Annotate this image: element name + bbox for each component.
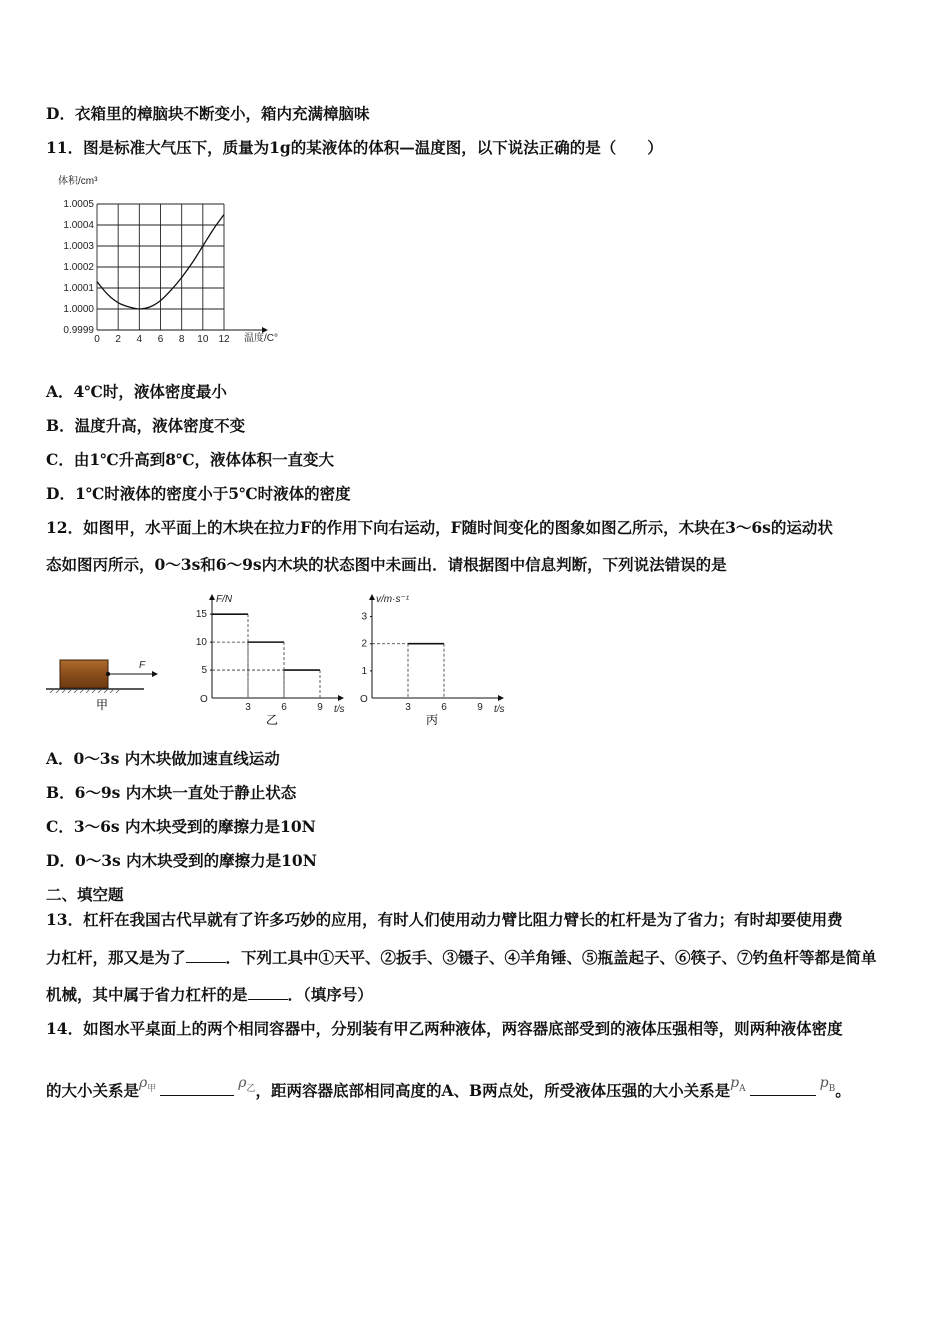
bing-x-tick-label: 3: [405, 702, 411, 713]
yi-y-arrow: [209, 594, 215, 600]
q11-x-tick-label: 10: [197, 334, 209, 345]
yi-caption: 乙: [265, 713, 279, 726]
bing-x-tick-label: 9: [477, 702, 483, 713]
pB-symbol: $p_B$: [819, 1075, 836, 1094]
q11-y-tick-label: 1.0001: [63, 283, 94, 294]
yi-x-tick-label: 3: [245, 702, 251, 713]
q14-line1: 14．如图水平桌面上的两个相同容器中，分别装有甲乙两种液体，两容器底部受到的液体压强相等，则两种液体密度: [46, 1019, 843, 1038]
q11-option-d: D．1℃时液体的密度小于5℃时液体的密度: [46, 484, 351, 503]
wooden-block: [60, 660, 108, 688]
q11-x-tick-label: 12: [218, 334, 230, 345]
q11-stem: 11．图是标准大气压下，质量为1g的某液体的体积—温度图，以下说法正确的是（ ）: [46, 138, 663, 157]
section-title: 二、填空题: [46, 885, 124, 904]
q11-option-b: B．温度升高，液体密度不变: [46, 416, 246, 435]
q11-ylabel: 体积/cm³: [58, 176, 98, 187]
q12-figure-jia: [44, 650, 184, 712]
q11-x-tick-label: 8: [178, 334, 185, 345]
force-arrowhead: [152, 671, 158, 677]
q11-option-a: A．4℃时，液体密度最小: [46, 382, 227, 401]
rho-jia-symbol: $\rho_甲$: [139, 1075, 157, 1094]
yi-x-arrow: [338, 695, 344, 701]
q12-figure-yi-force-time: [192, 588, 352, 726]
pA-symbol: $p_A$: [730, 1075, 746, 1094]
bing-x-tick-label: 6: [441, 702, 447, 713]
q11-grid: [97, 204, 224, 330]
q11-y-tick-label: 1.0005: [63, 199, 94, 210]
q11-y-tick-label: 1.0002: [63, 262, 94, 273]
q11-x-tick-label: 6: [157, 334, 164, 345]
q12-option-a: A．0～3s 内木块做加速直线运动: [46, 749, 280, 768]
yi-y-tick-label: 10: [195, 637, 207, 649]
q11-y-tick-label: 1.0000: [63, 304, 94, 315]
q11-x-tick-label: 4: [136, 334, 143, 345]
bing-ylabel: v/m·s⁻¹: [376, 594, 410, 605]
yi-ylabel: F/N: [216, 594, 233, 605]
q11-x-tick-label: 2: [115, 334, 121, 345]
q11-y-tick-label: 1.0004: [63, 220, 94, 231]
yi-x-tick-label: 9: [317, 702, 323, 713]
bing-y-tick-label: 2: [361, 638, 367, 650]
bing-y-arrow: [369, 594, 375, 600]
q12-option-b: B．6～9s 内木块一直处于静止状态: [46, 783, 297, 802]
q12-option-c: C．3～6s 内木块受到的摩擦力是10N: [46, 817, 316, 836]
q11-x-ticks: [94, 334, 230, 345]
q11-xlabel: 温度/C°: [244, 333, 278, 344]
q12-figure-bing-velocity-time: [352, 588, 512, 726]
q13-line2: 力杠杆，那又是为了 ．下列工具中①天平、②扳手、③镊子、④羊角锤、⑤瓶盖起子、⑥筷子、⑦钓鱼杆等都是简单: [46, 948, 877, 967]
rho-yi-symbol: $\rho_乙$: [238, 1075, 256, 1094]
q13-blank-1[interactable]: [186, 962, 226, 963]
bing-y-tick-label: 1: [361, 665, 367, 677]
q11-y-tick-label: 1.0003: [63, 241, 94, 252]
yi-y-tick-label: 5: [201, 665, 207, 677]
q12-stem-line1: 12．如图甲，水平面上的木块在拉力F的作用下向右运动，F随时间变化的图象如图乙所示，木块在3～6s的运动状: [46, 518, 833, 537]
q13-line3: 机械，其中属于省力杠杆的是 ．（填序号）: [46, 985, 373, 1004]
caption-jia: 甲: [96, 698, 109, 712]
q11-x-tick-label: 0: [94, 334, 100, 345]
q13-line1: 13．杠杆在我国古代早就有了许多巧妙的应用，有时人们使用动力臂比阻力臂长的杠杆是为了省力；有时却要使用费: [46, 910, 843, 929]
yi-x-tick-label: 6: [281, 702, 287, 713]
q14-blank-1[interactable]: [160, 1095, 234, 1096]
yi-y-tick-label: 15: [195, 609, 207, 621]
yi-xlabel: t/s: [334, 704, 345, 715]
bing-xlabel: t/s: [494, 704, 505, 715]
q10-option-d: D．衣箱里的樟脑块不断变小，箱内充满樟脑味: [46, 104, 370, 123]
q14-blank-2[interactable]: [750, 1095, 816, 1096]
q13-blank-2[interactable]: [248, 999, 288, 1000]
bing-caption: 丙: [425, 713, 439, 726]
force-label: F: [139, 660, 146, 671]
q11-y-ticks: [63, 199, 94, 336]
yi-origin: O: [200, 694, 208, 705]
q14-line2: 的大小关系是$\rho_甲$ $\rho_乙$，距两容器底部相同高度的A、B两点处，所受液体压强的大小关系是$p_A$ $p_B$。: [46, 1075, 851, 1100]
bing-y-tick-label: 3: [361, 611, 367, 623]
bing-x-arrow: [498, 695, 504, 701]
bing-origin: O: [360, 694, 368, 705]
q12-option-d: D．0～3s 内木块受到的摩擦力是10N: [46, 851, 317, 870]
q11-y-tick-label: 0.9999: [63, 325, 94, 336]
q11-option-c: C．由1℃升高到8℃，液体体积一直变大: [46, 450, 335, 469]
q11-volume-temperature-chart: [52, 168, 302, 350]
q12-stem-line2: 态如图丙所示，0～3s和6～9s内木块的状态图中未画出．请根据图中信息判断，下列说法错误的是: [46, 555, 727, 574]
